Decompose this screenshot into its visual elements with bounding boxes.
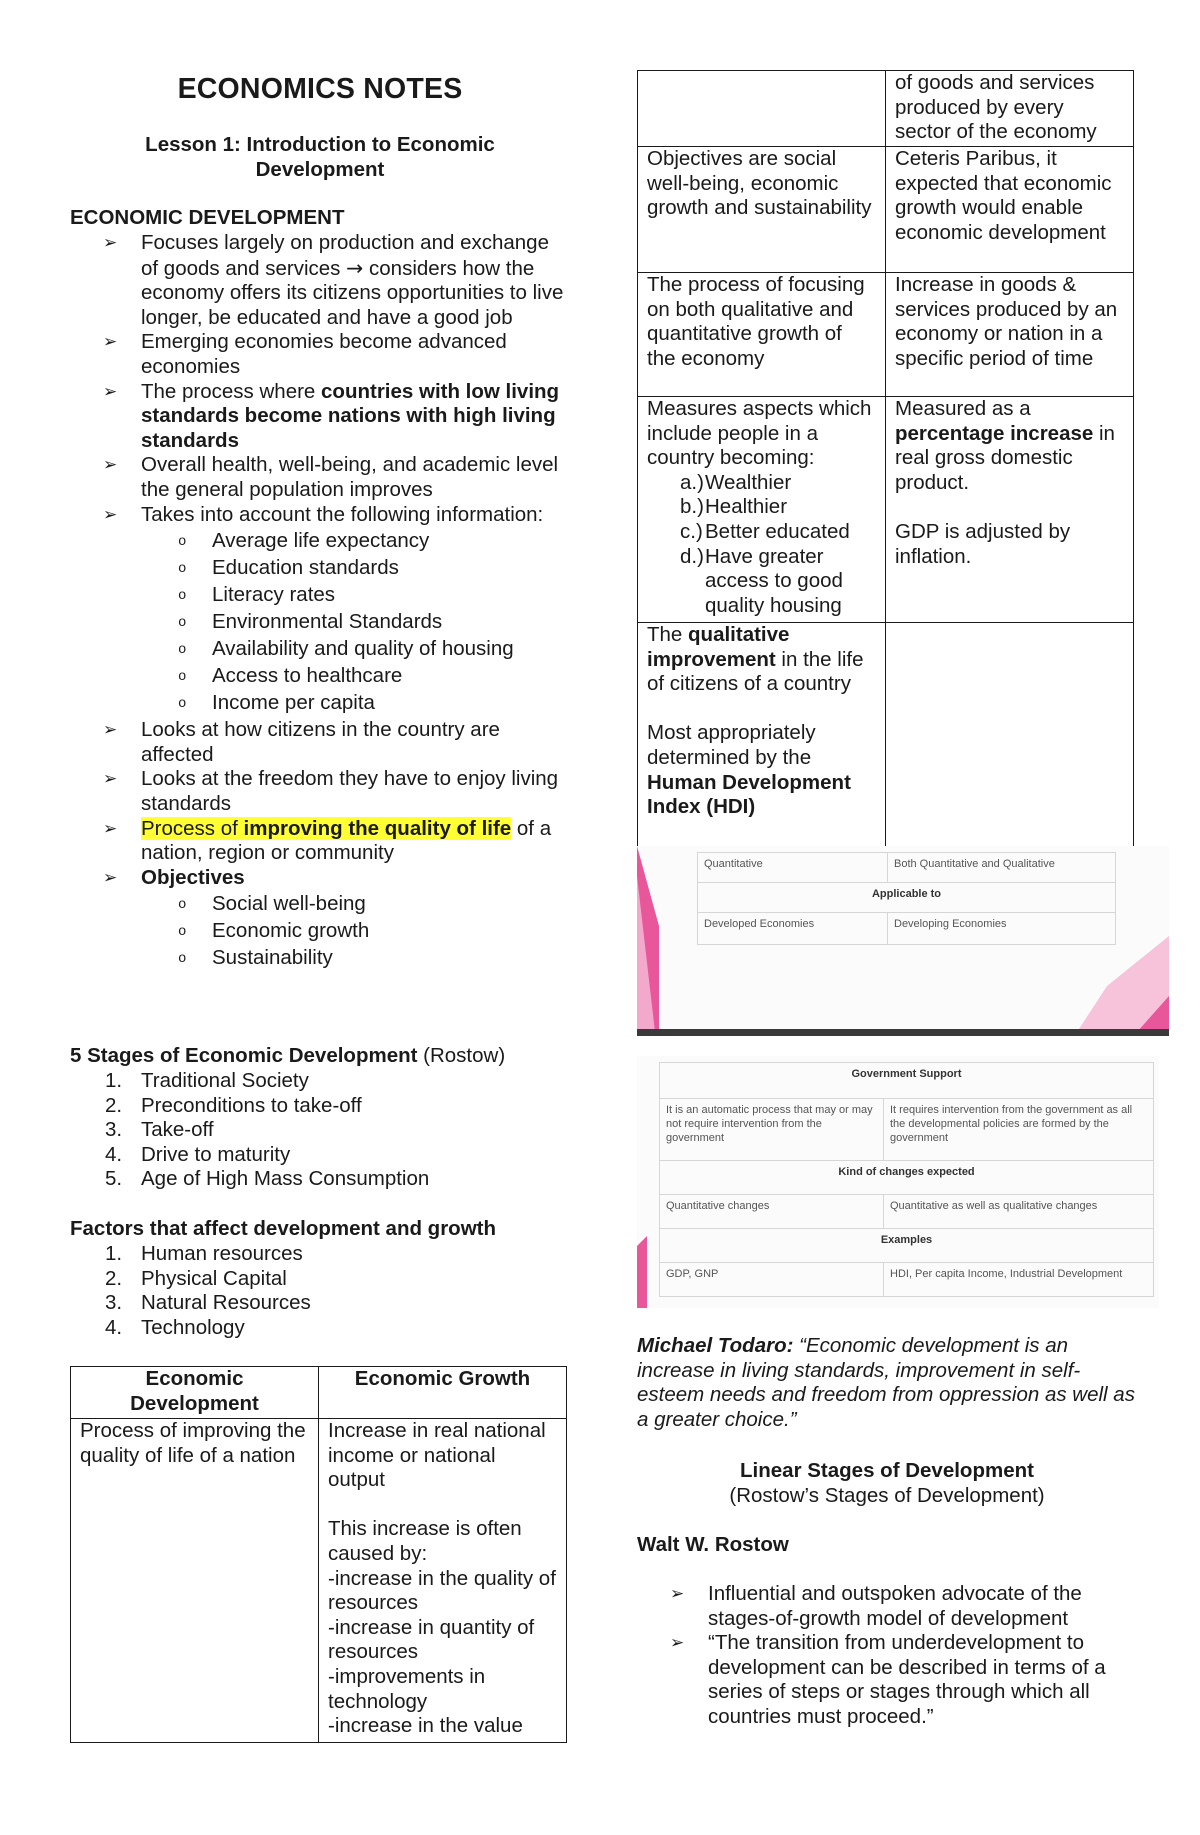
section-heading-economic-development: ECONOMIC DEVELOPMENT [70, 206, 345, 229]
stage-item: 2. Preconditions to take-off [105, 1093, 362, 1117]
economic-development-bullets [70, 231, 570, 973]
bullet-item: ➢ Focuses largely on production and exchange of goods and services → considers how the economy offers its citizens opportunities to live longer, be educated and have a good job [70, 231, 570, 330]
slide-cell: Examples [660, 1229, 1154, 1263]
table-cell [886, 623, 1134, 847]
bullet-item: ➢ Overall health, well-being, and academic level the general population improves [70, 453, 570, 502]
table-cell: Process of improving the quality of life of a nation [71, 1419, 319, 1743]
stage-item: 1. Traditional Society [105, 1069, 309, 1092]
slide-table [697, 852, 1116, 945]
arrow-right-icon: → [346, 255, 364, 280]
factor-item: 3. Natural Resources [105, 1291, 311, 1315]
table-cell: Measured as a percentage increase in real gross domestic product. GDP is adjusted by inflation. [886, 397, 1134, 623]
list-item: a.) Wealthier [680, 470, 792, 494]
sublist-item: o Availability and quality of housing [141, 637, 566, 662]
list-item: b.) Healthier [680, 495, 788, 519]
table-cell: of goods and services produced by every sector of the economy [886, 71, 1134, 147]
slide-image-applicable-to [637, 846, 1169, 1036]
sublist-item: o Access to healthcare [141, 664, 566, 689]
measures-list [647, 471, 876, 619]
slide-cell: Kind of changes expected [660, 1161, 1154, 1195]
factors-heading: Factors that affect development and growth [70, 1217, 496, 1240]
slide-cell: Quantitative as well as qualitative changes [884, 1195, 1154, 1229]
table-cell: Increase in goods & services produced by an economy or nation in a specific period of time [886, 273, 1134, 397]
sublist-item: o Sustainability [141, 946, 566, 971]
bullet-item: ➢ Takes into account the following information: o Average life expectancy o Education standards o Literacy rates o Environmental Standards o Availability and quality of housing o Access to healthcare o Income per capita [70, 503, 570, 716]
sublist-item: o Economic growth [141, 919, 566, 944]
table-cell: Ceteris Paribus, it expected that economic growth would enable economic development [886, 147, 1134, 273]
slide-cell: Quantitative [698, 853, 888, 883]
stage-item: 5. Age of High Mass Consumption [105, 1167, 430, 1191]
slide-table [659, 1062, 1154, 1297]
factor-item: 2. Physical Capital [105, 1266, 287, 1290]
bullet-item: ➢ Influential and outspoken advocate of the stages-of-growth model of development [637, 1582, 1137, 1631]
comparison-table [70, 1366, 567, 1743]
list-item: d.) Have greater access to good quality housing [680, 544, 843, 617]
slide-cell: HDI, Per capita Income, Industrial Development [884, 1263, 1154, 1297]
stages-heading: 5 Stages of Economic Development (Rostow) [70, 1044, 506, 1067]
slide-cell: It is an automatic process that may or may not require intervention from the government [660, 1099, 884, 1161]
table-cell [638, 71, 886, 147]
header-economic-development: Economic Development [71, 1367, 319, 1419]
list-item: c.) Better educated [680, 519, 850, 543]
slide-cell: GDP, GNP [660, 1263, 884, 1297]
rostow-bullets [637, 1582, 1137, 1730]
sublist-item: o Education standards [141, 556, 566, 581]
slide-image-government-support [637, 1056, 1159, 1308]
bullet-item: ➢ The process where countries with low living standards become nations with high living standards [70, 380, 570, 454]
todaro-quote: Michael Todaro: “Economic development is an increase in living standards, improvement in self-esteem needs and freedom from oppression as well as a greater choice.” [637, 1334, 1135, 1431]
sublist-item: o Income per capita [141, 691, 566, 716]
bullet-item: ➢ Objectives o Social well-being o Economic growth o Sustainability [70, 866, 570, 971]
sublist-item: o Literacy rates [141, 583, 566, 608]
bullet-item-highlighted: ➢ Process of improving the quality of life of a nation, region or community [70, 817, 570, 866]
table-cell: The process of focusing on both qualitative and quantitative growth of the economy [638, 273, 886, 397]
sublist-item: o Environmental Standards [141, 610, 566, 635]
slide-cell: Government Support [660, 1063, 1154, 1099]
table-cell: Objectives are social well-being, economic growth and sustainability [638, 147, 886, 273]
bullet-item: ➢ Emerging economies become advanced economies [70, 330, 570, 379]
header-economic-growth: Economic Growth [319, 1367, 567, 1419]
slide-cell: Quantitative changes [660, 1195, 884, 1229]
lesson-title: Lesson 1: Introduction to Economic Development [145, 133, 495, 181]
slide-cell: Both Quantitative and Qualitative [888, 853, 1116, 883]
stage-item: 3. Take-off [105, 1118, 214, 1142]
slide-cell: Developed Economies [698, 913, 888, 945]
factors-list [70, 1242, 570, 1340]
info-sublist [141, 529, 566, 716]
factor-item: 4. Technology [105, 1315, 245, 1339]
comparison-table-continued [637, 70, 1134, 847]
linear-stages-heading: Linear Stages of Development (Rostow’s Stages of Development) [729, 1459, 1045, 1507]
table-cell: Increase in real national income or national output This increase is often caused by: -increase in the quality of resources -increase in quantity of resources -improvements in technology -increase in the value [319, 1419, 567, 1743]
factor-item: 1. Human resources [105, 1242, 303, 1265]
rostow-heading: Walt W. Rostow [637, 1533, 789, 1556]
stage-item: 4. Drive to maturity [105, 1142, 291, 1166]
slide-cell: Developing Economies [888, 913, 1116, 945]
slide-cell: It requires intervention from the government as all the developmental policies are formed by the government [884, 1099, 1154, 1161]
sublist-item: o Average life expectancy [141, 529, 566, 554]
bullet-item: ➢ Looks at the freedom they have to enjoy living standards [70, 767, 570, 816]
sublist-item: o Social well-being [141, 892, 566, 917]
objectives-sublist [141, 892, 566, 971]
bullet-item: ➢ “The transition from underdevelopment to development can be described in terms of a series of steps or stages through which all countries must proceed.” [637, 1631, 1137, 1729]
bullet-item: ➢ Looks at how citizens in the country are affected [70, 718, 570, 767]
stages-list [70, 1069, 570, 1192]
page-title: ECONOMICS NOTES [177, 73, 463, 105]
table-cell: Measures aspects which include people in a country becoming: a.) Wealthier b.) Healthier c.) Better educated d.) Have greater access to good quality housing [638, 397, 886, 623]
slide-cell: Applicable to [698, 883, 1116, 913]
table-cell: The qualitative improvement in the life of citizens of a country Most appropriately determined by the Human Development Index (HDI) [638, 623, 886, 847]
